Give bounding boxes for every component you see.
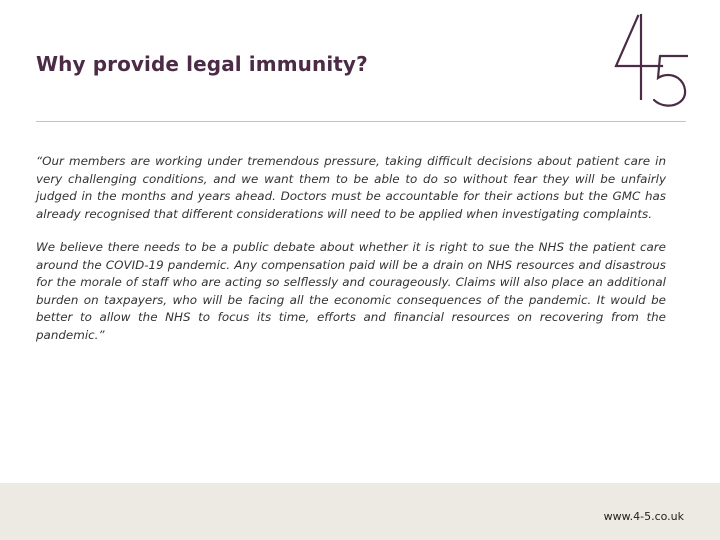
slide-title: Why provide legal immunity? — [36, 52, 368, 76]
quote-paragraph-1: “Our members are working under tremendous pressure, taking difficult decisions about patient care in very challenging conditions, and we want them to be able to do so without fear they will be unfairly judged in the months and years ahead. Doctors must be accountable for their actions but the GMC has already recognised that different considerations will need to be applied when investigating complaints. — [36, 154, 666, 221]
quote-paragraph-2: We believe there needs to be a public debate about whether it is right to sue the NHS the patient care around the COVID-19 pandemic. Any compensation paid will be a drain on NHS resources and disastrous for the morale of staff who are acting so selflessly and courageously. Claims will also place an additional burden on taxpayers, who will be facing all the economic consequences of the pandemic. It would be better to allow the NHS to focus its time, efforts and financial resources on recovering from the pandemic.” — [36, 240, 666, 342]
title-divider — [36, 121, 686, 122]
firm-logo — [612, 8, 696, 108]
footer-website: www.4-5.co.uk — [603, 510, 684, 523]
quote-body — [36, 153, 666, 360]
